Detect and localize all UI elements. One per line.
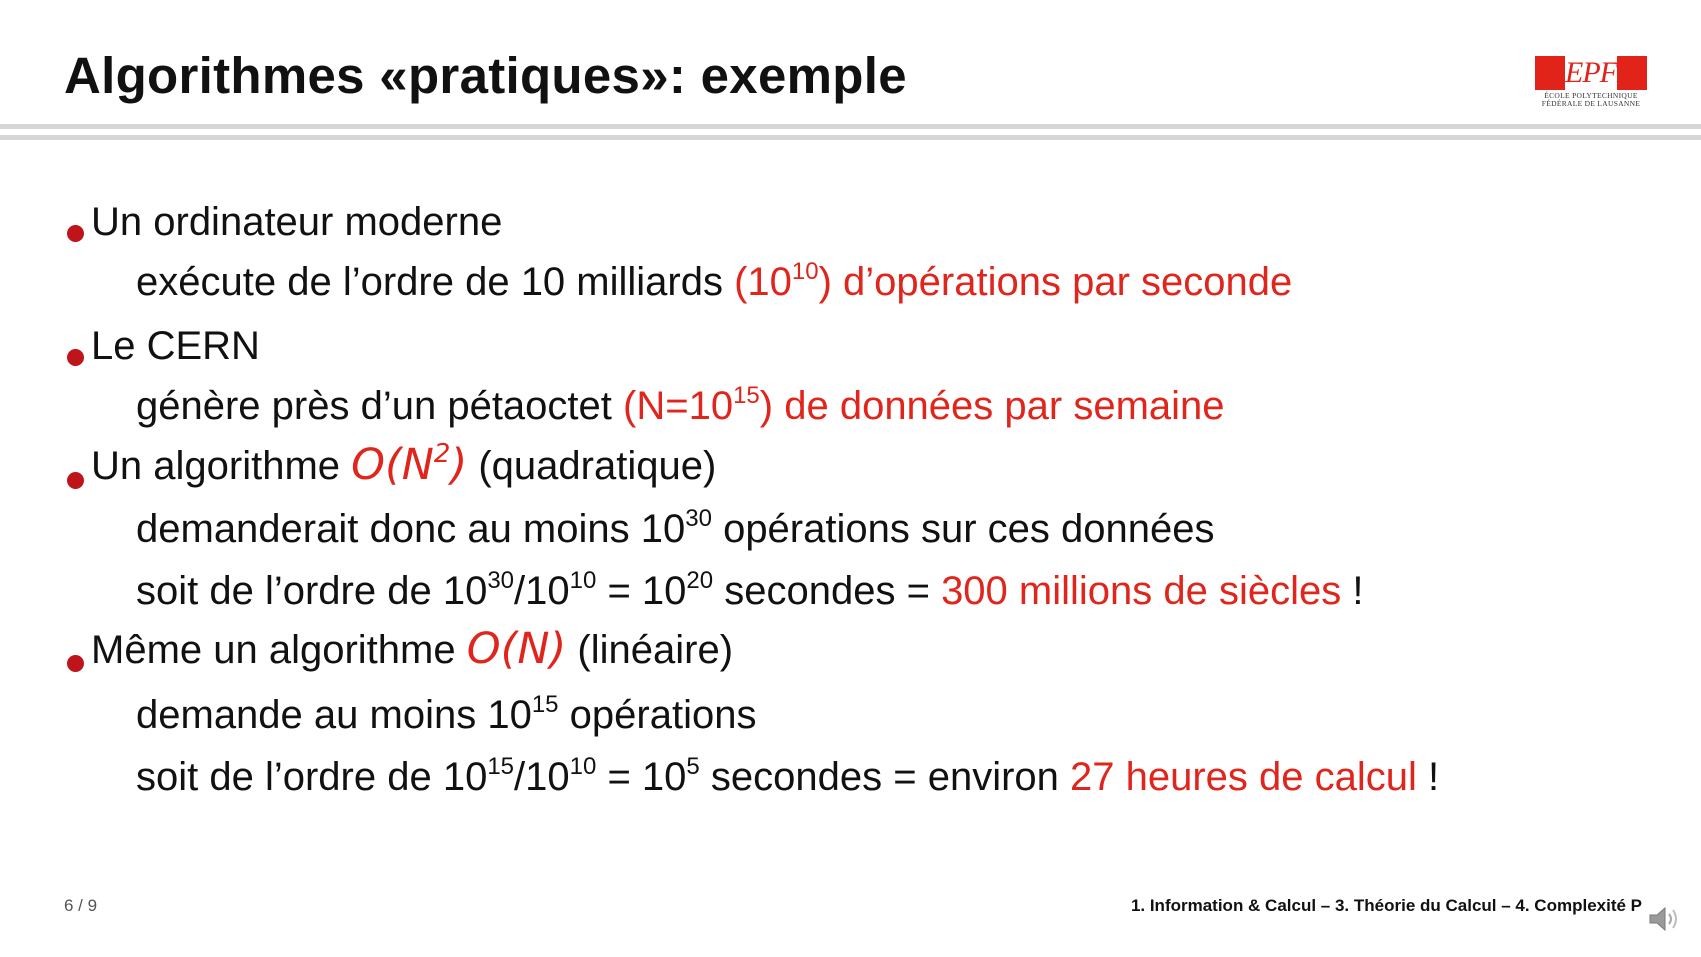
bullet-3-line-1 xyxy=(136,505,1215,553)
text: secondes = xyxy=(713,569,942,613)
bullet-1-heading xyxy=(91,198,502,246)
superscript: 30 xyxy=(685,504,712,532)
math-text: O(N xyxy=(351,440,434,490)
text: = 10 xyxy=(596,569,687,613)
bullet-4-heading xyxy=(91,625,733,674)
superscript: 10 xyxy=(569,752,597,780)
red-text: ) d’opérations par seconde xyxy=(818,260,1293,304)
text: opérations sur ces données xyxy=(711,507,1215,551)
text: soit de l’ordre de 10 xyxy=(136,755,488,799)
bullet-1-line-1 xyxy=(136,258,1292,306)
slide-title: Algorithmes «pratiques»: exemple xyxy=(64,47,907,104)
bullet-dot xyxy=(67,655,84,672)
red-text: 27 heures de calcul xyxy=(1070,755,1417,799)
math-text: ) xyxy=(450,440,468,490)
text: génère près d’un pétaoctet xyxy=(136,384,624,428)
bullet-dot xyxy=(67,472,84,489)
big-o-notation: O(N) xyxy=(466,624,567,674)
red-text: 300 millions de siècles xyxy=(941,569,1342,613)
page-number: 6 / 9 xyxy=(64,896,98,915)
text: exécute de l’ordre de 10 milliards xyxy=(136,260,735,304)
red-text: ) de données par semaine xyxy=(759,384,1225,428)
superscript: 10 xyxy=(569,566,597,594)
bullet-2-line-1 xyxy=(136,382,1225,430)
speaker-icon-graphic xyxy=(1648,904,1684,934)
logo-line-2: FÉDÉRALE DE LAUSANNE xyxy=(1541,99,1641,108)
bullet-4-line-1 xyxy=(136,691,756,739)
logo-line-1: ÉCOLE POLYTECHNIQUE xyxy=(1544,91,1638,100)
header-rule-bottom xyxy=(0,135,1701,140)
bullet-3-line-2 xyxy=(136,567,1364,615)
logo-subtitle xyxy=(1535,92,1647,108)
bullet-dot xyxy=(67,349,84,366)
text: (quadratique) xyxy=(467,444,717,488)
text: = 10 xyxy=(596,755,687,799)
superscript: 10 xyxy=(791,257,819,285)
logo-word: EPFL xyxy=(1565,56,1633,89)
superscript: 15 xyxy=(531,690,559,718)
footer-breadcrumb: 1. Information & Calcul – 3. Théorie du Calcul – 4. Complexité P xyxy=(1130,896,1642,915)
big-o-notation xyxy=(351,440,467,490)
superscript: 15 xyxy=(733,381,760,409)
text: soit de l’ordre de 10 xyxy=(136,569,488,613)
text: secondes = environ xyxy=(699,755,1071,799)
bullet-2-heading xyxy=(91,322,260,370)
superscript: 20 xyxy=(686,566,714,594)
math-superscript: 2 xyxy=(433,438,451,469)
text: /10 xyxy=(514,755,570,799)
text: ! xyxy=(1416,755,1440,799)
bullet-1-text: Un ordinateur moderne xyxy=(91,200,503,244)
bullet-4-line-2 xyxy=(136,753,1439,801)
superscript: 15 xyxy=(487,752,515,780)
text: Un algorithme xyxy=(91,444,352,488)
red-text: (N=10 xyxy=(623,384,734,428)
superscript: 5 xyxy=(686,752,700,780)
red-text: (10 xyxy=(734,260,792,304)
bullet-dot xyxy=(67,225,84,242)
text: demanderait donc au moins 10 xyxy=(136,507,686,551)
text: demande au moins 10 xyxy=(136,693,532,737)
text: (linéaire) xyxy=(566,628,734,672)
text: ! xyxy=(1341,569,1364,613)
bullet-3-heading xyxy=(91,438,717,490)
text: opérations xyxy=(558,693,757,737)
epfl-logo xyxy=(1535,56,1647,108)
header-rule-top xyxy=(0,124,1701,129)
superscript: 30 xyxy=(487,566,515,594)
text: /10 xyxy=(514,569,570,613)
bullet-2-text: Le CERN xyxy=(91,324,260,368)
speaker-icon[interactable] xyxy=(1648,904,1684,934)
text: Même un algorithme xyxy=(91,628,467,672)
